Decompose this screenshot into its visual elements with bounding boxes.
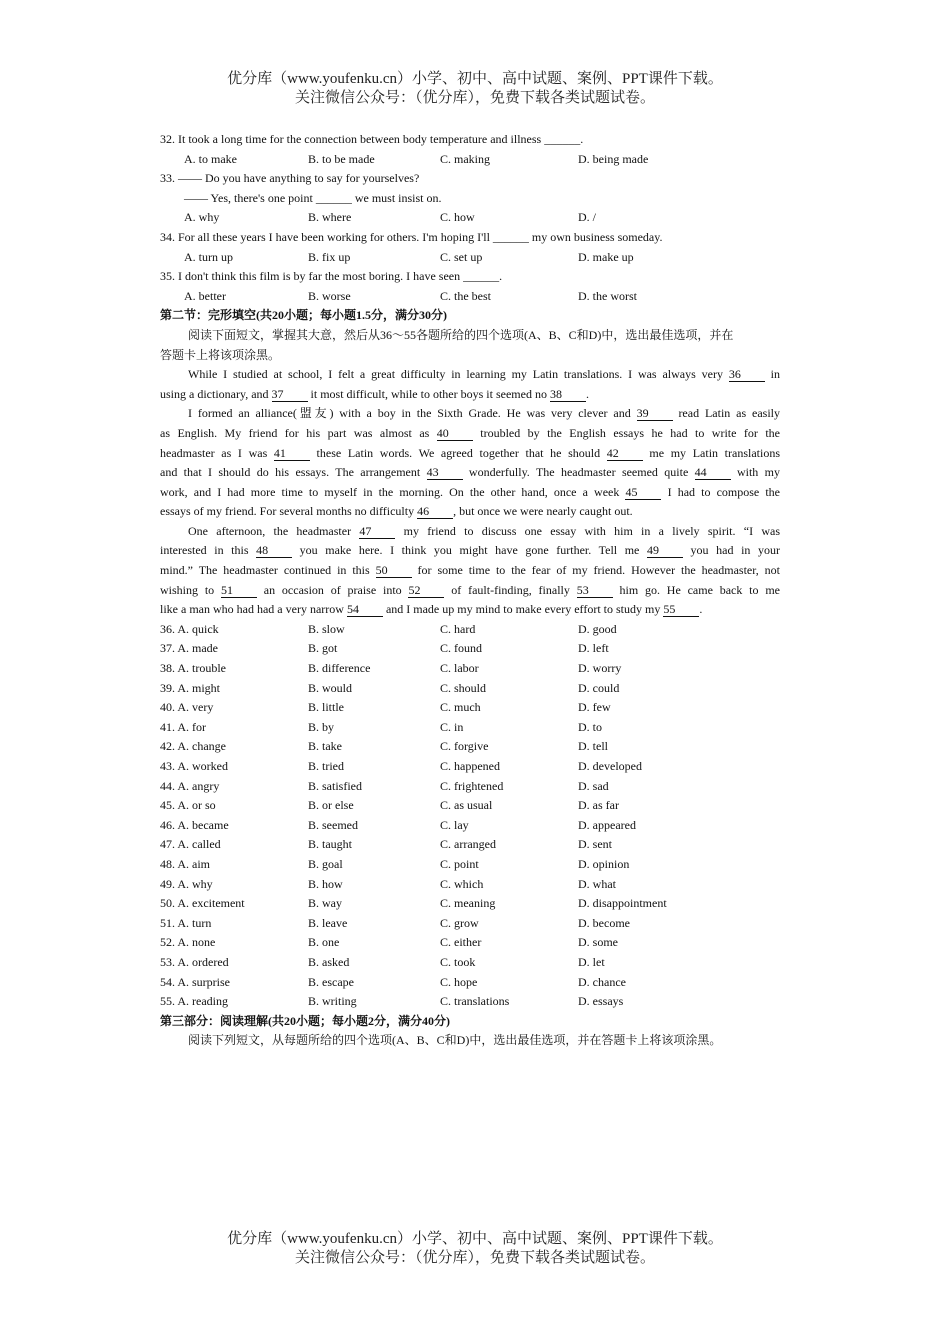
option-a: 48. A. aim — [160, 856, 210, 871]
blank-43: 43 — [427, 465, 463, 480]
header-line-1: 优分库（www.youfenku.cn）小学、初中、高中试题、案例、PPT课件下载。 — [227, 71, 723, 87]
option-c: C. making — [440, 151, 490, 166]
option-a: 39. A. might — [160, 680, 221, 695]
page-header — [0, 70, 950, 108]
option-a: 54. A. surprise — [160, 974, 230, 989]
option-a: A. better — [184, 288, 226, 303]
section-instruction: 阅读下面短文，掌握其大意，然后从36～55各题所给的四个选项(A、B、C和D)中，选出最佳选项，并在 — [188, 327, 734, 342]
option-a: 46. A. became — [160, 817, 229, 832]
option-b: B. tried — [308, 759, 344, 773]
option-row — [160, 855, 780, 875]
option-b: B. goal — [308, 856, 343, 871]
option-b: B. to be made — [308, 151, 375, 166]
passage-text: and that I should do his essays. The arrangement — [160, 465, 427, 480]
option-b: B. asked — [308, 954, 350, 969]
option-c: C. lay — [440, 817, 469, 832]
passage-line — [160, 502, 780, 522]
option-c: C. either — [440, 935, 482, 950]
option-c: C. translations — [440, 994, 510, 1009]
passage-text: , but once we were nearly caught out. — [453, 504, 633, 519]
option-b: B. taught — [308, 837, 352, 852]
option-row — [160, 816, 780, 836]
option-c: C. in — [440, 719, 464, 734]
passage-line — [160, 404, 780, 424]
passage-text: mind.” The headmaster continued in this — [160, 563, 376, 578]
blank-37: 37 — [272, 387, 308, 402]
passage-line — [160, 463, 780, 483]
option-a: A. turn up — [184, 249, 233, 264]
option-d: D. some — [578, 935, 618, 950]
footer-line-1: 优分库（www.youfenku.cn）小学、初中、高中试题、案例、PPT课件下载。 — [227, 1231, 723, 1247]
option-row — [160, 620, 780, 640]
option-b: B. little — [308, 700, 344, 715]
option-c: C. set up — [440, 249, 483, 264]
passage-text: like a man who had had a very narrow — [160, 602, 347, 617]
option-a: 44. A. angry — [160, 778, 220, 793]
passage-text: wonderfully. The headmaster seemed quite — [462, 465, 695, 480]
option-a: 38. A. trouble — [160, 661, 226, 676]
option-b: B. difference — [308, 661, 371, 676]
passage-text: an occasion of praise into — [256, 582, 409, 597]
question-stem: 35. I don't think this film is by far the most boring. I have seen ______. — [160, 269, 503, 284]
passage-line — [160, 600, 780, 620]
option-row — [160, 639, 780, 659]
option-d: D. chance — [578, 974, 626, 989]
question-stem: 33. —— Do you have anything to say for yourselves? — [160, 171, 420, 186]
option-c: C. frightened — [440, 778, 504, 793]
option-a: 36. A. quick — [160, 621, 219, 636]
blank-36: 36 — [729, 367, 765, 382]
option-d: D. the worst — [578, 288, 637, 303]
option-a: 53. A. ordered — [160, 954, 229, 969]
passage-text: you make here. I think you might have gone further. Tell me — [292, 543, 647, 558]
option-row — [160, 875, 780, 895]
option-row — [160, 835, 780, 855]
option-row — [160, 933, 780, 953]
passage-text: using a dictionary, and — [160, 386, 272, 401]
option-c: C. happened — [440, 759, 500, 773]
question-stem-continued: —— Yes, there's one point ______ we must insist on. — [184, 190, 442, 205]
page-footer — [0, 1230, 950, 1268]
option-row — [160, 953, 780, 973]
option-d: D. sad — [578, 778, 609, 793]
passage-text: it most difficult, while to other boys it seemed no — [307, 386, 550, 401]
option-row — [160, 698, 780, 718]
option-row — [160, 679, 780, 699]
passage-text: in — [764, 367, 780, 382]
option-b: B. would — [308, 680, 353, 695]
passage-text: with my — [730, 465, 780, 480]
passage-text: wishing to — [160, 582, 221, 597]
option-d: D. opinion — [578, 856, 630, 871]
option-b: B. where — [308, 210, 352, 225]
blank-41: 41 — [274, 446, 310, 461]
option-a: 37. A. made — [160, 641, 218, 656]
option-row — [160, 973, 780, 993]
question-options — [160, 248, 780, 268]
option-c: C. meaning — [440, 896, 496, 911]
passage-text: my friend to discuss one essay with him in a lively spirit. “I was — [395, 523, 781, 538]
option-b: B. got — [308, 641, 338, 656]
option-row — [160, 659, 780, 679]
passage-text: headmaster as I was — [160, 445, 274, 460]
option-b: B. escape — [308, 974, 354, 989]
option-c: C. hard — [440, 621, 476, 636]
passage-text: read Latin as easily — [672, 406, 780, 421]
blank-52: 52 — [408, 583, 444, 598]
passage-line — [160, 385, 780, 405]
question-options — [160, 150, 780, 170]
option-c: C. hope — [440, 974, 478, 989]
passage-text: essays of my friend. For several months no difficulty — [160, 504, 418, 519]
option-c: C. the best — [440, 288, 491, 303]
option-c: C. should — [440, 680, 487, 695]
option-d: D. tell — [578, 739, 608, 754]
blank-45: 45 — [625, 485, 661, 500]
option-c: C. found — [440, 641, 482, 656]
option-a: A. why — [184, 210, 220, 225]
option-b: B. or else — [308, 798, 354, 813]
passage-line — [160, 541, 780, 561]
option-row — [160, 718, 780, 738]
blank-53: 53 — [577, 583, 613, 598]
option-d: D. sent — [578, 837, 612, 852]
option-b: B. seemed — [308, 817, 358, 832]
passage-text: him go. He came back to me — [612, 582, 780, 597]
passage-text: work, and I had more time to myself in the morning. On the other hand, once a week — [160, 484, 626, 499]
option-row — [160, 894, 780, 914]
blank-44: 44 — [695, 465, 731, 480]
passage-line — [160, 365, 780, 385]
passage-text: While I studied at school, I felt a great difficulty in learning my Latin translations. I was always very — [188, 367, 729, 382]
blank-46: 46 — [417, 504, 453, 519]
passage-line — [160, 424, 780, 444]
passage-text: I formed an alliance(盟友) with a boy in the Sixth Grade. He was very clever and — [188, 406, 637, 421]
passage-text: for some time to the fear of my friend. However the headmaster, not — [411, 563, 780, 578]
passage-text: . — [699, 602, 703, 617]
option-row — [160, 777, 780, 797]
option-d: D. / — [578, 210, 596, 225]
option-d: D. appeared — [578, 817, 636, 832]
passage-text: you had in your — [682, 543, 780, 558]
option-d: D. good — [578, 621, 617, 636]
option-b: B. worse — [308, 288, 351, 303]
option-d: D. let — [578, 954, 605, 969]
blank-39: 39 — [637, 406, 673, 421]
passage-text: these Latin words. We agreed together that he should — [309, 445, 607, 460]
option-d: D. make up — [578, 249, 634, 264]
option-b: B. how — [308, 876, 343, 891]
option-b: B. way — [308, 896, 342, 911]
question-options — [160, 208, 780, 228]
option-c: C. forgive — [440, 739, 489, 754]
option-d: D. left — [578, 641, 609, 656]
passage-text: as English. My friend for his part was almost as — [160, 425, 437, 440]
option-c: C. labor — [440, 661, 479, 676]
passage-text: and I made up my mind to make every effort to study my — [382, 602, 664, 617]
option-c: C. much — [440, 700, 481, 715]
option-d: D. become — [578, 915, 630, 930]
passage-text: interested in this — [160, 543, 257, 558]
blank-40: 40 — [437, 426, 473, 441]
option-c: C. point — [440, 856, 479, 871]
blank-42: 42 — [607, 446, 643, 461]
option-a: A. to make — [184, 151, 237, 166]
passage-text: troubled by the English essays he had to write for the — [472, 425, 781, 440]
passage-text: of fault-finding, finally — [444, 582, 577, 597]
passage-line — [160, 522, 780, 542]
option-row — [160, 992, 780, 1012]
option-row — [160, 796, 780, 816]
option-a: 45. A. or so — [160, 798, 216, 813]
option-b: B. leave — [308, 915, 348, 930]
option-c: C. which — [440, 876, 484, 891]
option-a: 51. A. turn — [160, 915, 212, 930]
passage-line — [160, 561, 780, 581]
footer-line-2: 关注微信公众号：（优分库），免费下载各类试题试卷。 — [294, 1250, 655, 1266]
option-b: B. fix up — [308, 249, 351, 264]
option-d: D. to — [578, 719, 602, 734]
option-c: C. took — [440, 954, 476, 969]
section-instruction: 阅读下列短文，从每题所给的四个选项(A、B、C和D)中，选出最佳选项，并在答题卡上将该项涂黑。 — [188, 1033, 722, 1048]
option-a: 40. A. very — [160, 700, 214, 715]
question-options — [160, 287, 780, 307]
blank-55: 55 — [663, 602, 699, 617]
passage-line — [160, 444, 780, 464]
option-d: D. disappointment — [578, 896, 667, 911]
blank-50: 50 — [376, 563, 412, 578]
question-stem: 34. For all these years I have been working for others. I'm hoping I'll ______ my own business someday. — [160, 229, 663, 244]
blank-49: 49 — [647, 543, 683, 558]
option-d: D. could — [578, 680, 620, 695]
option-b: B. one — [308, 935, 340, 950]
option-b: B. writing — [308, 994, 357, 1009]
option-b: B. by — [308, 719, 335, 734]
blank-47: 47 — [359, 524, 395, 539]
cloze-passage — [160, 365, 780, 620]
blank-38: 38 — [550, 387, 586, 402]
option-c: C. how — [440, 210, 475, 225]
option-d: D. as far — [578, 798, 619, 813]
option-a: 50. A. excitement — [160, 896, 245, 911]
option-c: C. grow — [440, 915, 479, 930]
option-d: D. worry — [578, 661, 622, 676]
passage-line — [160, 483, 780, 503]
option-row — [160, 757, 780, 777]
option-a: 42. A. change — [160, 739, 226, 754]
passage-text: One afternoon, the headmaster — [188, 523, 360, 538]
cloze-options — [160, 620, 780, 1012]
option-a: 47. A. called — [160, 837, 221, 852]
section-title: 第三部分：阅读理解(共20小题；每小题2分，满分40分) — [160, 1013, 450, 1028]
section-title: 第二节：完形填空(共20小题；每小题1.5分，满分30分) — [160, 308, 447, 323]
option-a: 43. A. worked — [160, 759, 228, 773]
exam-content — [160, 130, 780, 1051]
passage-text: me my Latin translations — [642, 445, 780, 460]
option-d: D. few — [578, 700, 611, 715]
option-row — [160, 914, 780, 934]
option-a: 49. A. why — [160, 876, 213, 891]
option-a: 52. A. none — [160, 935, 216, 950]
option-a: 41. A. for — [160, 719, 206, 734]
option-row — [160, 737, 780, 757]
option-c: C. as usual — [440, 798, 493, 813]
passage-line — [160, 581, 780, 601]
blank-54: 54 — [347, 602, 383, 617]
option-d: D. being made — [578, 151, 649, 166]
option-b: B. slow — [308, 621, 345, 636]
option-b: B. take — [308, 739, 342, 754]
option-d: D. essays — [578, 994, 624, 1009]
option-b: B. satisfied — [308, 778, 362, 793]
passage-text: . — [585, 386, 589, 401]
option-c: C. arranged — [440, 837, 496, 852]
blank-48: 48 — [256, 543, 292, 558]
option-d: D. what — [578, 876, 616, 891]
header-line-2: 关注微信公众号：（优分库），免费下载各类试题试卷。 — [294, 90, 655, 106]
blank-51: 51 — [221, 583, 257, 598]
option-d: D. developed — [578, 759, 642, 773]
option-a: 55. A. reading — [160, 994, 228, 1009]
passage-text: I had to compose the — [661, 484, 780, 499]
section-instruction: 答题卡上将该项涂黑。 — [160, 347, 281, 362]
question-stem: 32. It took a long time for the connection between body temperature and illness ______. — [160, 132, 584, 146]
